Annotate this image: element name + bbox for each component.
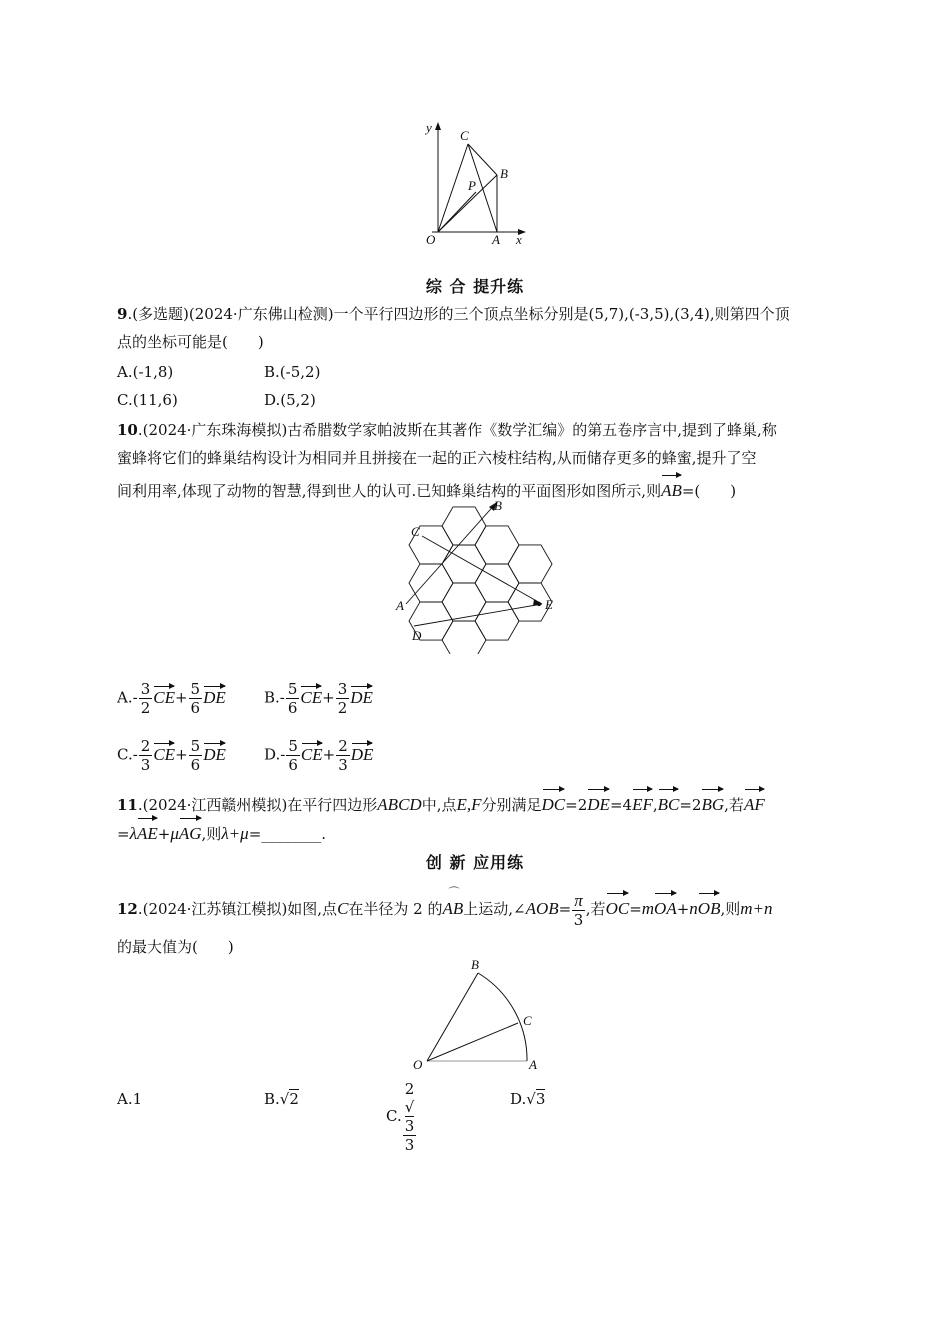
- q12-option-b[interactable]: [264, 1090, 299, 1108]
- q12-c: C: [337, 899, 349, 918]
- q12-plus: +: [676, 900, 690, 918]
- q10-c-n1: 2: [140, 737, 151, 755]
- q10-b-frac1: [286, 680, 300, 717]
- point-e: [537, 602, 541, 606]
- q12-line2: 的最大值为( ): [117, 938, 234, 956]
- q11-vec-ae: AE: [137, 815, 158, 848]
- q10-d-frac2: [336, 737, 350, 774]
- q12-d-letter: D.: [510, 1090, 527, 1108]
- q11-vec-de: DE: [587, 786, 610, 819]
- q12-c-letter: C.: [386, 1107, 402, 1125]
- q12-c-root: √: [404, 1098, 415, 1116]
- q10-c-d2: 6: [190, 756, 201, 774]
- q10-option-b[interactable]: [264, 680, 373, 717]
- q10-text1: .(2024·广东珠海模拟)古希腊数学家帕波斯在其著作《数学汇编》的第五卷序言中,提到了蜂巢,称: [137, 421, 777, 439]
- sector-label-b: B: [471, 957, 479, 972]
- q12-m: m: [641, 899, 655, 918]
- q11-t2: 中,点: [421, 796, 457, 814]
- q11-eq2: =4: [609, 796, 633, 814]
- q11-mu: μ: [170, 824, 179, 843]
- honeycomb-figure: [390, 494, 570, 654]
- q12-eq: =: [629, 900, 642, 918]
- label-o: O: [426, 232, 436, 247]
- q11-eq3: =2: [679, 796, 702, 814]
- q10-vec-ab: AB: [661, 472, 682, 505]
- q10-b-op: +: [322, 688, 335, 707]
- q10-b-d1: 6: [287, 699, 298, 717]
- q12-option-d[interactable]: [510, 1090, 545, 1108]
- q10-text3: 间利用率,体现了动物的智慧,得到世人的认可.已知蜂巢结构的平面图形如图所示,则: [117, 482, 662, 500]
- q10-a-d1: 2: [140, 699, 151, 717]
- q10-a-frac1: [139, 680, 153, 717]
- q11-vec-dc: DC: [542, 786, 566, 819]
- q9-line2: 点的坐标可能是( ): [117, 333, 264, 351]
- q12-b-val: 2: [289, 1090, 299, 1108]
- q12-t6: ,则: [720, 900, 741, 918]
- q10-d-v1: CE: [301, 740, 323, 765]
- q10-a-letter: A.: [117, 688, 133, 707]
- coordinate-figure: [410, 120, 540, 250]
- q12-pi: π: [574, 890, 583, 910]
- q10-d-d1: 6: [288, 756, 298, 774]
- label-c: C: [460, 128, 469, 143]
- q11-abcd: ABCD: [377, 795, 422, 814]
- honeycomb-hexagons: [409, 507, 552, 654]
- q12-number: 12: [117, 900, 138, 918]
- q10-a-v1: CE: [153, 683, 175, 708]
- q11-eq1: =2: [565, 796, 588, 814]
- section-heading-2: 创 新 应用练: [425, 853, 525, 872]
- q11-vec-af: AF: [744, 786, 765, 819]
- hexagon-cell: [409, 564, 453, 602]
- hex-label-d: D: [412, 628, 422, 643]
- q12-c-frac: [403, 1080, 417, 1154]
- hex-label-b: B: [494, 498, 502, 513]
- hex-label-e: E: [545, 597, 553, 612]
- label-a: A: [492, 232, 500, 247]
- sector-label-o: O: [413, 1057, 423, 1072]
- q11-ef: E,F: [456, 795, 482, 814]
- q10-b-n1: 5: [287, 680, 298, 698]
- q10-d-d2: 3: [338, 756, 348, 774]
- q12-option-a[interactable]: A.1: [117, 1090, 143, 1108]
- q10-option-a[interactable]: [117, 680, 226, 717]
- q11-lm: λ+μ: [221, 824, 249, 843]
- q10-line2: 蜜蜂将它们的蜂巢结构设计为相同并且拼接在一起的正六棱柱结构,从而储存更多的蜂蜜,提升了空: [117, 449, 757, 467]
- hex-label-a: A: [396, 598, 404, 613]
- q11-blank[interactable]: =________.: [248, 825, 327, 843]
- q10-a-op: +: [174, 688, 188, 707]
- q11-lambda: λ: [129, 824, 137, 843]
- q10-b-v1: CE: [300, 683, 322, 708]
- sector-label-c: C: [523, 1013, 532, 1028]
- sector-label-a: A: [529, 1057, 537, 1072]
- q11-vec-ef: EF: [632, 786, 653, 819]
- q11-ze: ,则: [201, 825, 222, 843]
- q12-option-c[interactable]: [386, 1080, 417, 1154]
- q10-a-sign: -: [132, 688, 138, 707]
- q10-a-d2: 6: [190, 699, 201, 717]
- q10-b-d2: 2: [337, 699, 348, 717]
- q10-c-n2: 5: [190, 737, 201, 755]
- q10-c-d1: 3: [140, 756, 151, 774]
- q10-c-frac2: [189, 737, 203, 774]
- q12-aob: AOB: [525, 899, 559, 918]
- q10-d-v2: DE: [351, 740, 374, 765]
- q12-t4: =: [558, 900, 572, 918]
- q10-d-n2: 2: [338, 737, 348, 755]
- q12-c-coef: 2: [404, 1080, 415, 1098]
- hexagon-cell: [475, 526, 519, 564]
- q10-d-letter: D.: [264, 745, 281, 764]
- q10-c-v2: DE: [203, 740, 226, 765]
- q12-mn: m+n: [740, 899, 773, 918]
- q10-d-sign: -: [280, 745, 286, 764]
- q11-plus: +: [157, 825, 171, 843]
- q11-t3: 分别满足: [481, 796, 542, 814]
- q9-line1: [117, 300, 790, 328]
- q10-a-n2: 5: [190, 680, 201, 698]
- q10-option-c[interactable]: [117, 737, 226, 774]
- x-label: x: [516, 232, 522, 247]
- q9-option-c[interactable]: C.(11,6): [117, 391, 178, 409]
- label-p: P: [468, 178, 476, 193]
- hex-label-c: C: [411, 524, 420, 539]
- q12-vec-oa: OA: [654, 890, 677, 923]
- q12-vec-ob: OB: [698, 890, 721, 923]
- q10-b-sign: -: [279, 688, 285, 707]
- q10-b-frac2: [336, 680, 350, 717]
- q10-d-frac1: [286, 737, 300, 774]
- q11-vec-ag: AG: [179, 815, 202, 848]
- q10-a-frac2: [189, 680, 203, 717]
- q10-b-letter: B.: [264, 688, 280, 707]
- q12-t2: 在半径为 2 的: [348, 900, 443, 918]
- q12-d-root: √: [526, 1090, 536, 1108]
- q11-vec-bc: BC: [658, 786, 680, 819]
- label-b: B: [500, 166, 508, 181]
- q10-a-n1: 3: [140, 680, 151, 698]
- q12-c-val: 3: [404, 1117, 415, 1135]
- q11-line2: [117, 815, 326, 848]
- q12-n: n: [689, 899, 698, 918]
- q11-comma: ,: [652, 796, 658, 814]
- q11-t1: .(2024·江西赣州模拟)在平行四边形: [137, 796, 378, 814]
- hexagon-cell: [442, 621, 486, 654]
- q11-vec-bg: BG: [701, 786, 724, 819]
- q12-c-den: 3: [404, 1136, 415, 1154]
- q9-option-d[interactable]: D.(5,2): [264, 391, 316, 409]
- section-heading-1: 综 合 提升练: [425, 277, 525, 296]
- q12-pi-frac: [572, 892, 585, 929]
- q9-number: 9: [117, 305, 128, 323]
- q12-three: 3: [573, 910, 584, 929]
- q10-d-n1: 5: [288, 737, 298, 755]
- q12-b-letter: B.: [264, 1090, 280, 1108]
- hexagon-cell: [508, 545, 552, 583]
- hexagon-cell: [442, 583, 486, 621]
- q10-c-sign: -: [132, 745, 138, 764]
- q12-d-val: 3: [535, 1090, 546, 1108]
- q10-b-v2: DE: [350, 683, 373, 708]
- sector-figure: [405, 955, 555, 1075]
- q10-c-op: +: [175, 745, 188, 764]
- q10-d-op: +: [322, 745, 336, 764]
- q12-vec-oc: OC: [606, 890, 630, 923]
- y-axis-arrow: [435, 122, 441, 130]
- q11-ruo: ,若: [724, 796, 744, 814]
- q12-b-root: √: [279, 1090, 290, 1108]
- q10-option-d[interactable]: [264, 737, 373, 774]
- q11-number: 11: [117, 796, 138, 814]
- y-label: y: [426, 120, 432, 135]
- q10-c-frac1: [139, 737, 153, 774]
- q11-eq: =: [117, 825, 130, 843]
- q10-a-v2: DE: [203, 683, 226, 708]
- q9-text1: .(多选题)(2024·广东佛山检测)一个平行四边形的三个顶点坐标分别是(5,7),(-3,5),(3,4),则第四个顶: [127, 305, 790, 323]
- q10-c-letter: C.: [117, 745, 133, 764]
- q10-text3-end: =( ): [681, 482, 737, 500]
- q12-t1: .(2024·江苏镇江模拟)如图,点: [137, 900, 338, 918]
- q9-option-a[interactable]: A.(-1,8): [117, 363, 174, 381]
- q12-arc-ab: ⌒ AB: [443, 883, 464, 923]
- q10-c-v1: CE: [153, 740, 175, 765]
- q9-option-b[interactable]: B.(-5,2): [264, 363, 321, 381]
- q12-t3: 上运动,∠: [463, 900, 526, 918]
- q12-line1: [117, 883, 773, 929]
- hexagon-cell: [475, 602, 519, 640]
- q12-t5: ,若: [585, 900, 606, 918]
- q10-line1: [117, 416, 777, 444]
- q10-number: 10: [117, 421, 138, 439]
- q10-b-n2: 3: [337, 680, 348, 698]
- q12-c-num: [403, 1080, 417, 1136]
